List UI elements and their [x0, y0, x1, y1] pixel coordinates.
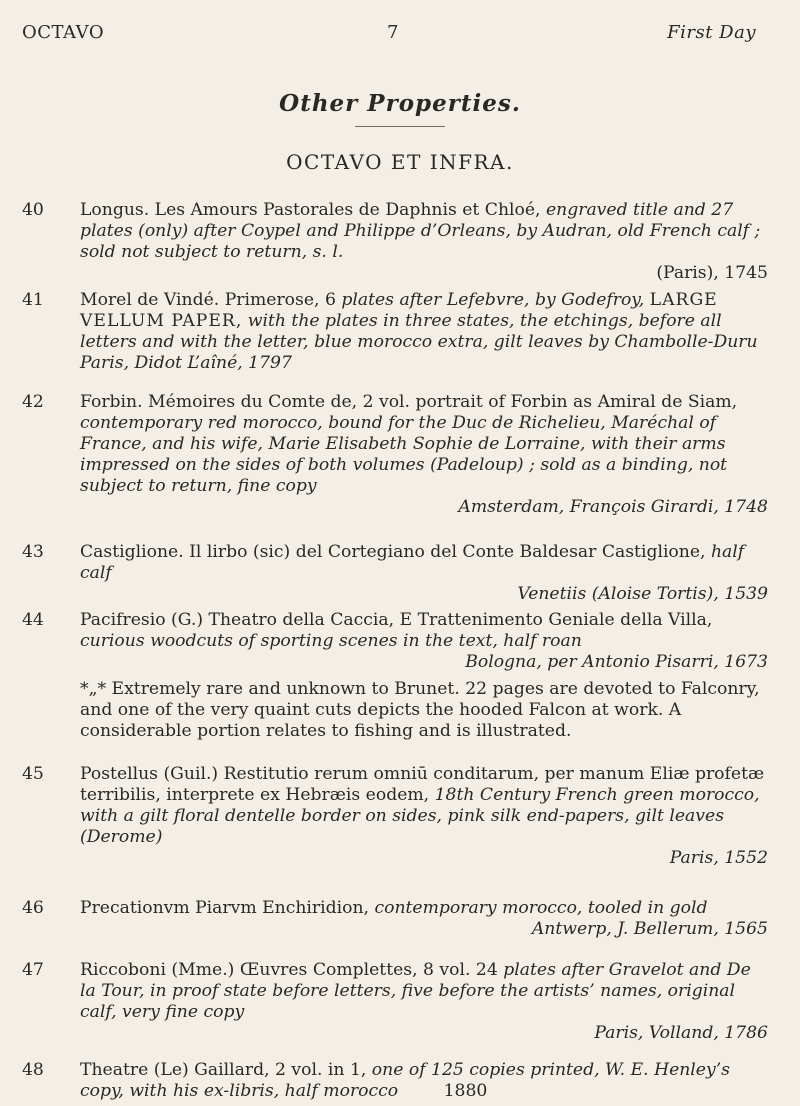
lot-description	[80, 960, 768, 1044]
lot-italic-text: contemporary red morocco, bound for the Duc de Richelieu, Maréchal of France, and his wife, Marie Elisabeth Sophie de Lorraine, with their arms impressed on the sides of both volumes (Padeloup) ; sold as a binding, not subject to return, fine copy	[80, 413, 728, 496]
lot-italic-text: half calf	[80, 542, 745, 583]
lot-main-text: Precationvm Piarvm Enchiridion,	[80, 898, 370, 918]
header-day: First Day	[667, 22, 756, 43]
lot-imprint: Bologna, per Antonio Pisarri, 1673	[465, 652, 768, 672]
lot-entry	[22, 610, 768, 742]
lot-description	[80, 764, 768, 869]
lot-number: 42	[22, 392, 44, 412]
lot-note: *„* Extremely rare and unknown to Brunet. 22 pages are devoted to Falconry, and one of the very quaint cuts depicts the hooded Falcon at work. A considerable portion relates to fishing and is illustrated.	[80, 679, 760, 741]
lot-entry	[22, 542, 768, 605]
lot-imprint: 1880	[443, 1081, 488, 1101]
lot-italic-text: 18th Century French green morocco, with a gilt floral dentelle border on sides, pink silk end-papers, gilt leaves (Derome)	[80, 785, 760, 847]
lot-italic-text: one of 125 copies printed, W. E. Henley’s copy, with his ex-libris, half morocco	[80, 1060, 730, 1101]
page-header	[22, 22, 778, 48]
lot-entry	[22, 960, 768, 1044]
lot-number: 45	[22, 764, 44, 784]
lot-main-text: Postellus (Guil.) Restitutio rerum omniū conditarum, per manum Eliæ profetæ terribilis, interprete ex Hebræis eodem,	[80, 764, 765, 805]
lot-entry	[22, 764, 768, 869]
lot-entry	[22, 898, 768, 940]
lot-smallcaps-text: LARGE VELLUM PAPER,	[80, 290, 718, 331]
lot-number: 48	[22, 1060, 44, 1080]
lot-italic-text: plates after Gravelot and De la Tour, in proof state before letters, five before the artists’ names, original calf, very fine copy	[80, 960, 751, 1022]
lot-main-text: Pacifresio (G.) Theatro della Caccia, E Trattenimento Geniale della Villa,	[80, 610, 713, 630]
lot-italic-text: contemporary morocco, tooled in gold	[369, 898, 708, 918]
lot-imprint: Paris, 1552	[669, 848, 768, 868]
lot-italic-text: curious woodcuts of sporting scenes in the text, half roan	[80, 631, 582, 651]
lot-description	[80, 1060, 768, 1102]
lot-number: 47	[22, 960, 44, 980]
lot-italic-text-2: with the plates in three states, the etchings, before all letters and with the letter, blue morocco extra, gilt leaves by Chambolle-Duru	[80, 311, 758, 352]
lot-number: 41	[22, 290, 44, 310]
lot-main-text: Castiglione. Il lirbo (sic) del Cortegiano del Conte Baldesar Castiglione,	[80, 542, 706, 562]
lot-main-text: Longus. Les Amours Pastorales de Daphnis et Chloé,	[80, 200, 541, 220]
lot-number: 40	[22, 200, 44, 220]
lot-number: 44	[22, 610, 44, 630]
lot-imprint: Venetiis (Aloise Tortis), 1539	[517, 584, 768, 604]
lot-main-text: Forbin. Mémoires du Comte de, 2 vol. portrait of Forbin as Amiral de Siam,	[80, 392, 738, 412]
section-subtitle: OCTAVO ET INFRA.	[286, 150, 514, 174]
lot-number: 46	[22, 898, 44, 918]
header-format: OCTAVO	[22, 22, 105, 43]
lot-main-text: Theatre (Le) Gaillard, 2 vol. in 1,	[80, 1060, 367, 1080]
lot-description	[80, 290, 768, 374]
lot-description	[80, 898, 768, 940]
lot-description	[80, 610, 768, 742]
lot-main-text: Morel de Vindé. Primerose, 6	[80, 290, 336, 310]
lot-entry	[22, 392, 768, 518]
lot-imprint: Amsterdam, François Girardi, 1748	[458, 497, 768, 517]
lot-italic-text: plates after Lefebvre, by Godefroy,	[335, 290, 645, 310]
title-rule	[355, 126, 445, 127]
lot-italic-text: engraved title and 27 plates (only) after Coypel and Philippe d’Orleans, by Audran, old French calf ; sold not subject to return, s. l.	[80, 200, 761, 262]
lot-number: 43	[22, 542, 44, 562]
lot-entry	[22, 1060, 768, 1102]
lot-entry	[22, 200, 768, 284]
lot-description	[80, 200, 768, 284]
lot-imprint: Paris, Volland, 1786	[594, 1023, 768, 1043]
lot-imprint: Paris, Didot L’aîné, 1797	[80, 353, 292, 373]
page-title: Other Properties.	[279, 90, 521, 117]
page-number: 7	[387, 22, 399, 43]
lot-imprint: (Paris), 1745	[656, 263, 768, 283]
lot-entry	[22, 290, 768, 374]
lot-description	[80, 542, 768, 605]
lot-description	[80, 392, 768, 518]
lot-imprint: Antwerp, J. Bellerum, 1565	[531, 919, 768, 939]
lot-main-text: Riccoboni (Mme.) Œuvres Complettes, 8 vol. 24	[80, 960, 498, 980]
